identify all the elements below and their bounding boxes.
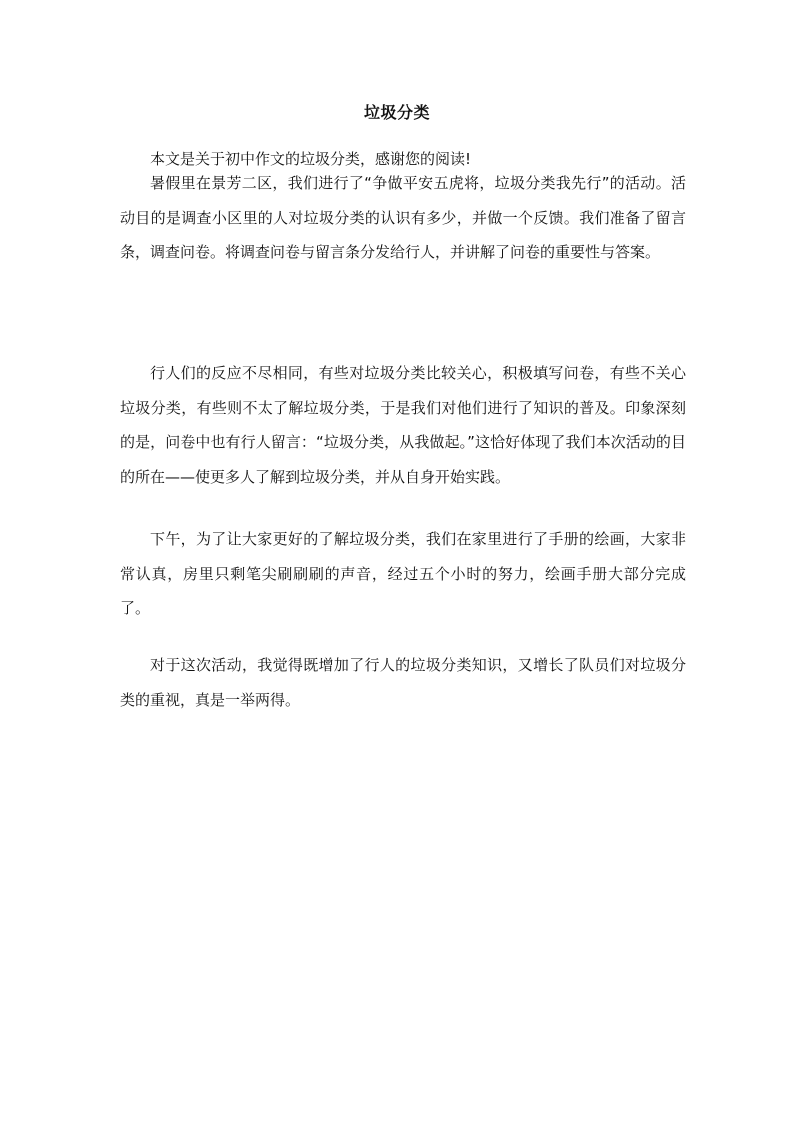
document-title: 垃圾分类 [363,103,430,122]
body-paragraph-conclusion: 对于这次活动，我觉得既增加了行人的垃圾分类知识，又增长了队员们对垃圾分类的重视，真是一举两得。 [120,656,686,709]
intro-paragraph: 本文是关于初中作文的垃圾分类，感谢您的阅读! [150,150,472,168]
body-paragraph-afternoon: 下午，为了让大家更好的了解垃圾分类，我们在家里进行了手册的绘画，大家非常认真，房里只剩笔尖刷刷刷的声音，经过五个小时的努力，绘画手册大部分完成了。 [120,530,686,618]
body-paragraph-activity: 暑假里在景芳二区，我们进行了“争做平安五虎将，垃圾分类我先行”的活动。活动目的是调查小区里的人对垃圾分类的认识有多少，并做一个反馈。我们准备了留言条，调查问卷。将调查问卷与留言条分发给行人，并讲解了问卷的重要性与答案。 [120,174,686,262]
body-paragraph-reactions: 行人们的反应不尽相同，有些对垃圾分类比较关心，积极填写问卷，有些不关心垃圾分类，有些则不太了解垃圾分类，于是我们对他们进行了知识的普及。印象深刻的是，问卷中也有行人留言：“垃圾分类，从我做起。”这恰好体现了我们本次活动的目的所在——使更多人了解到垃圾分类，并从自身开始实践。 [120,364,686,486]
